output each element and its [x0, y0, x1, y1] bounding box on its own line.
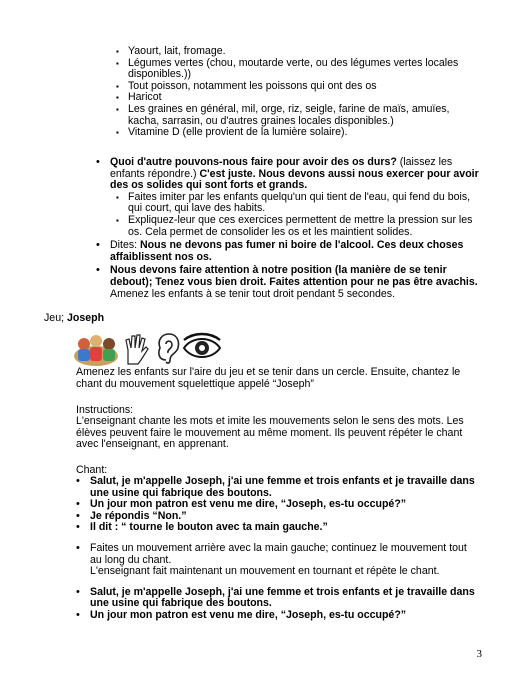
instructions-text: L'enseignant chante les mots et imite les mouvements selon le sens des mots. Les élèves peuvent faire le mouvement au même moment. Ils peuvent répéter le chant avec l'enseignant, en apprenant.: [76, 415, 464, 451]
chant-line: • Salut, je m'appelle Joseph, j'ai une femme et trois enfants et je travaille dans une usine qui fabrique des boutons.: [90, 476, 480, 499]
list-item: ▪ Faites imiter par les enfants quelqu'un qui tient de l'eau, qui fend du bois, qui court, qui lave des habits.: [128, 192, 480, 215]
game-heading: [44, 312, 104, 324]
statement-text: Nous devons faire attention à notre position (la manière de se tenir debout); Tenez vous bien droit. Faites attention pour ne pas être avachis.: [110, 264, 478, 288]
list-item: [110, 157, 480, 238]
children-group-icon: [74, 335, 118, 366]
chant-instruction: L'enseignant fait maintenant un mouvement en tournant et répète le chant.: [90, 565, 440, 578]
list-item: ▪ Vitamine D (elle provient de la lumière solaire).: [128, 127, 478, 139]
activity-icons: [74, 330, 224, 366]
list-item: ▪ Les graines en général, mil, orge, riz, seigle, farine de maïs, amuïes, kacha, sarrasin, ou d'autres graines locales disponibles.): [128, 104, 478, 127]
instruction-text: (laissez les enfants répondre.): [110, 156, 453, 180]
chant-line: • Il dit : “ tourne le bouton avec ta main gauche.”: [90, 522, 480, 534]
chant-instruction: • Faites un mouvement arrière avec la main gauche; continuez le mouvement tout au long du chant.: [90, 543, 480, 566]
game-label: Jeu;: [44, 312, 67, 324]
chant-title: Chant:: [76, 464, 108, 476]
list-item: ▪ Légumes vertes (chou, moutarde verte, ou des légumes vertes locales disponibles.)): [128, 58, 478, 81]
ear-icon: [159, 334, 179, 363]
list-item: ▪ Yaourt, lait, fromage.: [128, 46, 478, 58]
instruction-text: Amenez les enfants à se tenir tout droit pendant 5 secondes.: [110, 287, 396, 300]
list-item: [110, 265, 480, 300]
chant-line: • Un jour mon patron est venu me dire, “Joseph, es-tu occupé?”: [90, 610, 480, 622]
chant-list: [90, 476, 480, 622]
statement-text: Nous ne devons pas fumer ni boire de l'alcool. Ces deux choses affaiblissent nos os.: [110, 239, 464, 263]
hand-icon: [126, 335, 148, 364]
list-item: ▪ Expliquez-leur que ces exercices permettent de mettre la pression sur les os. Cela permet de consolider les os et les maintient solides.: [128, 215, 480, 238]
answer-text: C'est juste. Nous devons aussi nous exercer pour avoir des os solides qui sont forts et grands.: [110, 167, 479, 192]
main-list: [110, 157, 480, 300]
page-number: 3: [476, 648, 482, 660]
list-item: [110, 240, 480, 263]
list-item: ▪ Tout poisson, notamment les poissons qui ont des os: [128, 81, 478, 93]
chant-line: • Salut, je m'appelle Joseph, j'ai une femme et trois enfants et je travaille dans une usine qui fabrique des boutons.: [90, 587, 480, 610]
exercise-sublist: [128, 192, 480, 238]
chant-line: • Un jour mon patron est venu me dire, “Joseph, es-tu occupé?”: [90, 499, 480, 511]
chant-line: • Je répondis “Non.”: [90, 511, 480, 523]
game-intro: Amenez les enfants sur l'aire du jeu et se tenir dans un cercle. Ensuite, chantez le chant du mouvement squelettique appelé “Joseph”: [76, 366, 461, 390]
instructions-title: Instructions:: [76, 404, 134, 416]
food-list: [128, 46, 478, 139]
question-text: Quoi d'autre pouvons-nous faire pour avoir des os durs?: [110, 156, 397, 168]
list-item: ▪ Haricot: [128, 92, 478, 104]
instruction-text: Dites:: [110, 239, 141, 252]
eye-icon: [184, 334, 220, 357]
game-name: Joseph: [66, 312, 105, 324]
